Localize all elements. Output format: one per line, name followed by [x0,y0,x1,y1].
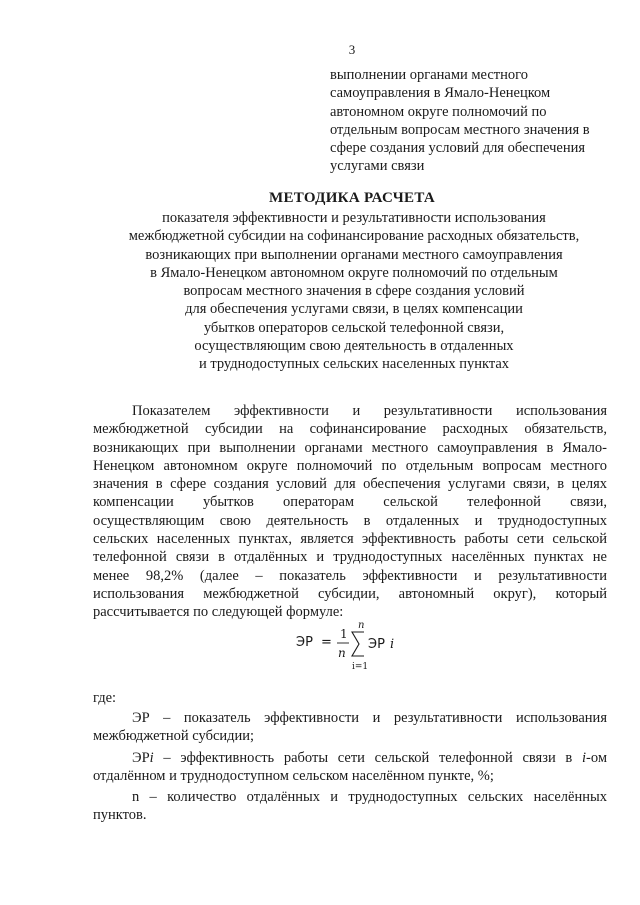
subtitle-line: межбюджетной субсидии на софинансирование расходных обязательств, [128,228,580,245]
definition-line: пунктов. [93,807,147,824]
where-label: где: [93,690,117,706]
subtitle-line: показателя эффективности и результативности использования [162,210,546,226]
subtitle-line: вопросам местного значения в сфере создания условий [183,283,525,300]
subtitle-line: для обеспечения услугами связи, в целях компенсации [185,301,523,318]
definitions [93,709,607,828]
paragraph-line: телефонной связи в отдалённых и труднодоступных населённых пунктах не [93,549,607,566]
symbol-eri: ЭРi [132,749,154,766]
paragraph-line: Ненецком автономном округе полномочий по отдельным вопросам местного [93,457,607,474]
paragraph-line: значения в сфере создания условий для обеспечения услугами связи, в целях [93,476,607,493]
approval-line: отдельным вопросам местного значения в [330,121,590,138]
definition-line: ЭРi – эффективность работы сети сельской телефонной связи в i-ом [132,749,607,766]
approval-line: автономном округе полномочий по [330,103,547,120]
document-subtitle [84,209,624,374]
formula-numerator: 1 [340,627,348,641]
paragraph-line: возникающих при выполнении органами местного самоуправления в Ямало- [93,439,607,456]
approval-line: услугами связи [330,158,425,175]
sum-lower-limit: i=1 [352,662,369,672]
formula-denominator: n [338,646,346,660]
summation-icon [352,632,364,656]
page-number: 3 [348,42,356,57]
approval-block [330,66,620,176]
subtitle-line: возникающих при выполнении органами местного самоуправления [145,246,563,263]
paragraph-line: сельских населенных пунктах, является эффективность работы сети сельской [93,531,607,548]
paragraph-line: менее 98,2% (далее – показатель эффективности и результативности [93,567,607,584]
definition-line: ЭР – показатель эффективности и результативности использования [132,710,607,726]
approval-line: выполнении органами местного [330,67,528,83]
paragraph-line: межбюджетной субсидии на софинансирование расходных обязательств, [93,421,607,438]
subtitle-line: в Ямало-Ненецком автономном округе полномочий по отдельным [150,264,558,281]
main-paragraph [93,402,607,622]
paragraph-line: компенсации убытков операторам сельской телефонной связи, [93,494,607,511]
subtitle-line: убытков операторов сельской телефонной связи, [203,319,505,336]
paragraph-line: использования межбюджетной субсидии, автономный округ), который [93,585,607,602]
paragraph-line: Показателем эффективности и результативности использования [132,403,607,419]
definition-line: n – количество отдалённых и труднодоступных сельских населённых [132,789,607,806]
definition-line: межбюджетной субсидии; [93,728,255,745]
definition-eri [93,749,607,786]
formula-term-index: i [390,637,395,652]
subtitle-line: осуществляющим свою деятельность в отдаленных [194,338,514,355]
paragraph-line: рассчитывается по следующей формуле: [93,604,344,621]
document-title: МЕТОДИКА РАСЧЕТА [268,190,436,206]
approval-line: сфере создания условий для обеспечения [330,140,586,157]
formula-term: ЭР [368,637,385,652]
formula-equals: = [321,635,332,650]
definition-n [93,788,607,825]
definition-line: отдалённом и труднодоступном сельском населённом пункте, %; [93,767,494,784]
formula [294,616,404,672]
sum-upper-limit: n [358,620,365,631]
approval-line: самоуправления в Ямало-Ненецком [330,85,551,102]
formula-graphic [294,616,404,672]
subtitle-line: и труднодоступных сельских населенных пунктах [198,356,510,373]
formula-lhs: ЭР [296,635,313,650]
paragraph-line: осуществляющим свою деятельность в отдаленных и труднодоступных [93,512,607,529]
definition-er [93,709,607,746]
